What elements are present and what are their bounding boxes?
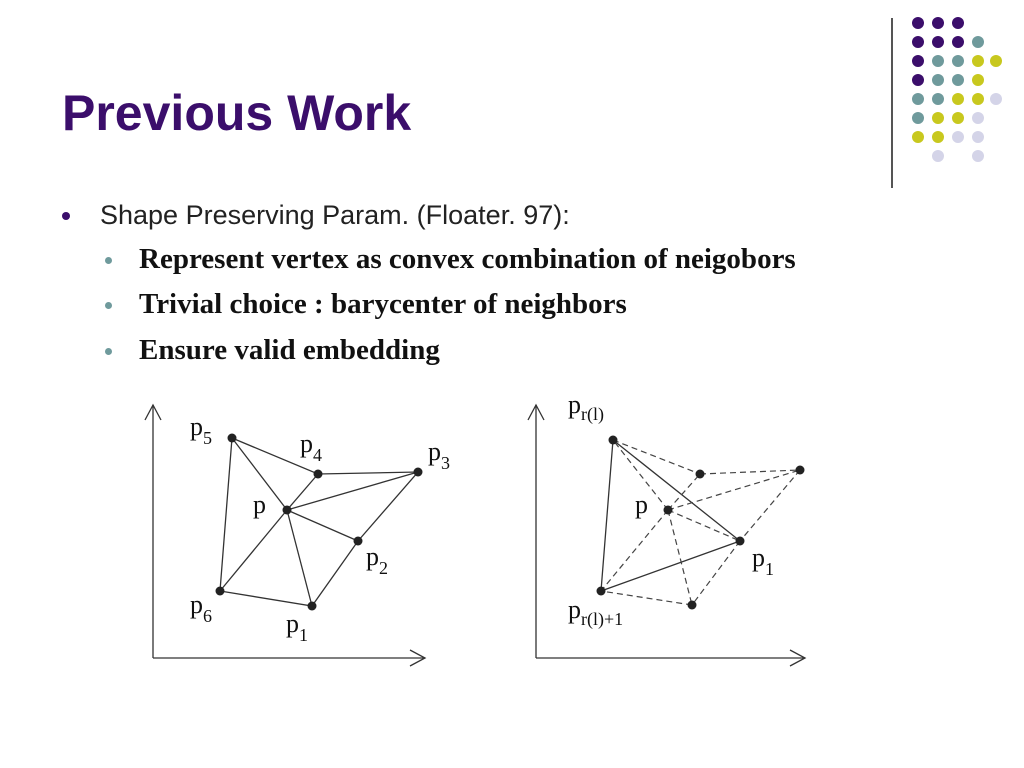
label-p5: $p_5$ [190, 412, 212, 448]
label-p-right: p [635, 490, 648, 519]
vertex-p5 [228, 434, 237, 443]
right-vertices [597, 436, 805, 610]
right-mesh-figure [528, 405, 805, 666]
label-pr: $p_{r(l)}$ [568, 390, 604, 424]
spoke-p3 [287, 472, 418, 510]
vertex-p1-right [736, 537, 745, 546]
label-p1-right: $p_1$ [752, 543, 774, 579]
label-pr1: $p_{r(l)+1}$ [568, 595, 624, 629]
vertex-p3 [414, 468, 423, 477]
bullet-text: Shape Preserving Param. (Floater. 97): [100, 200, 570, 230]
spoke-p1 [287, 510, 312, 606]
sub-bullet-text: Trivial choice : barycenter of neighbors [139, 288, 627, 320]
sub-bullet-text: Represent vertex as convex combination of neigobors [139, 243, 796, 275]
label-p4: $p_4$ [300, 429, 322, 465]
vertex-p4 [314, 470, 323, 479]
slide-title: Previous Work [62, 85, 412, 141]
vertex-p [283, 506, 292, 515]
vertex-p2 [354, 537, 363, 546]
spoke-p6 [220, 510, 287, 591]
vertex-p1 [308, 602, 317, 611]
label-p6: $p_6$ [190, 590, 212, 626]
vertex-p6 [216, 587, 225, 596]
left-mesh-figure [145, 405, 425, 666]
vertex-pr [609, 436, 618, 445]
spoke-p2 [287, 510, 358, 541]
vertex-upper-right [796, 466, 805, 475]
vertex-pr1 [597, 587, 606, 596]
sub-bullet-text: Ensure valid embedding [139, 334, 440, 366]
spoke-p4 [287, 474, 318, 510]
vertex-lower-mid [688, 601, 697, 610]
label-p2: $p_2$ [366, 542, 388, 578]
label-p3: $p_3$ [428, 437, 450, 473]
label-p1: $p_1$ [286, 609, 308, 645]
vertex-p-right [664, 506, 673, 515]
vertex-upper-mid [696, 470, 705, 479]
label-p: p [253, 490, 266, 519]
